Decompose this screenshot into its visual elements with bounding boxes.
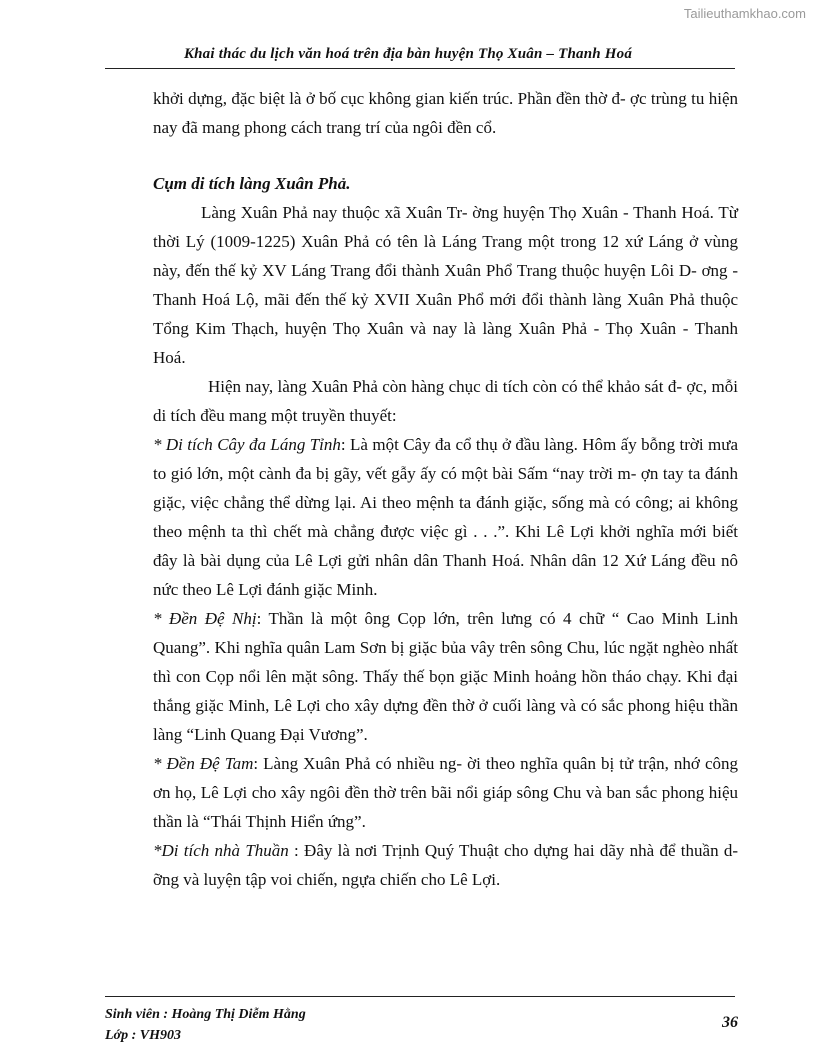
relic-description: : Làng Xuân Phả có nhiều ng- ời theo nghĩa quân bị tử trận, nhớ công ơn họ, Lê Lợi cho xây ngôi đền thờ trên bãi nổi giáp sông Chu và ban sắc phong hiệu thần là “Thái Thịnh Hiển ứng”. (153, 754, 738, 831)
page-header-title: Khai thác du lịch văn hoá trên địa bàn huyện Thọ Xuân – Thanh Hoá (183, 46, 633, 62)
paragraph-banyan-relic (153, 430, 738, 604)
relic-description: : Đây là nơi Trịnh Quý Thuật cho dựng hai dãy nhà để thuần d- ỡng và luyện tập voi chiến, ngựa chiến cho Lê Lợi. (153, 841, 739, 889)
section-heading: Cụm di tích làng Xuân Phả. (153, 174, 351, 193)
paragraph-second-temple (153, 604, 738, 749)
footer-class: Lớp : VH903 (105, 1028, 181, 1043)
watermark: Tailieuthamkhao.com (683, 6, 806, 21)
relic-name: *Di tích nhà Thuần (153, 841, 289, 860)
footer-student: Sinh viên : Hoàng Thị Diễm Hằng (105, 1007, 306, 1022)
relic-description: : Là một Cây đa cổ thụ ở đầu làng. Hôm ấy bỗng trời mưa to gió lớn, một cành đa bị gãy, vết gẫy ấy có một bài Sấm “nay trời m- ợn tay ta đánh giặc, việc chẳng thể dừng lại. Ai theo mệnh ta đánh giặc, sống mà có công; ai không theo mệnh ta thì chết mà chẳng được việc gì . . .”. Khi Lê Lợi khởi nghĩa mới biết đây là bài dụng của Lê Lợi gửi nhân dân Thanh Hoá. Nhân dân 12 Xứ Láng đều nô nức theo Lê Lợi đánh giặc Minh. (153, 435, 738, 599)
paragraph-third-temple (153, 749, 738, 836)
paragraph-intro: khởi dựng, đặc biệt là ở bố cục không gian kiến trúc. Phần đền thờ đ- ợc trùng tu hiện nay đã mang phong cách trang trí của ngôi đền cổ. (153, 89, 738, 137)
paragraph-relics-intro: Hiện nay, làng Xuân Phả còn hàng chục di tích còn có thể khảo sát đ- ợc, mỗi di tích đều mang một truyền thuyết: (153, 377, 738, 425)
relic-name: * Đền Đệ Tam (153, 754, 254, 773)
relic-name: * Đền Đệ Nhị (153, 609, 257, 628)
paragraph-village-history: Làng Xuân Phả nay thuộc xã Xuân Tr- ờng huyện Thọ Xuân - Thanh Hoá. Từ thời Lý (1009-1225) Xuân Phả có tên là Láng Trang một trong 12 xứ Láng ở vùng này, đến thế kỷ XV Láng Trang đổi thành Xuân Phổ Trang thuộc huyện Lôi D- ơng - Thanh Hoá Lộ, mãi đến thế kỷ XVII Xuân Phổ mới đổi thành làng Xuân Phả thuộc Tổng Kim Thạch, huyện Thọ Xuân và nay là làng Xuân Phả - Thọ Xuân - Thanh Hoá. (153, 203, 738, 367)
header-divider (105, 68, 735, 69)
relic-description: : Thần là một ông Cọp lớn, trên lưng có 4 chữ “ Cao Minh Linh Quang”. Khi nghĩa quân Lam Sơn bị giặc bủa vây trên sông Chu, lúc ngặt nghèo nhất thì con Cọp nổi lên mặt sông. Thấy thế bọn giặc Minh hoảng hồn tháo chạy. Khi đại thắng giặc Minh, Lê Lợi cho xây dựng đền thờ ở cuối làng và có sắc phong hiệu thần làng “Linh Quang Đại Vương”. (153, 609, 738, 744)
page-number: 36 (722, 1014, 738, 1031)
paragraph-thuan-house (153, 836, 738, 894)
footer-info (105, 1004, 306, 1046)
footer-divider (105, 996, 735, 997)
relic-name: * Di tích Cây đa Láng Tỉnh (153, 435, 341, 454)
document-body (153, 84, 738, 894)
